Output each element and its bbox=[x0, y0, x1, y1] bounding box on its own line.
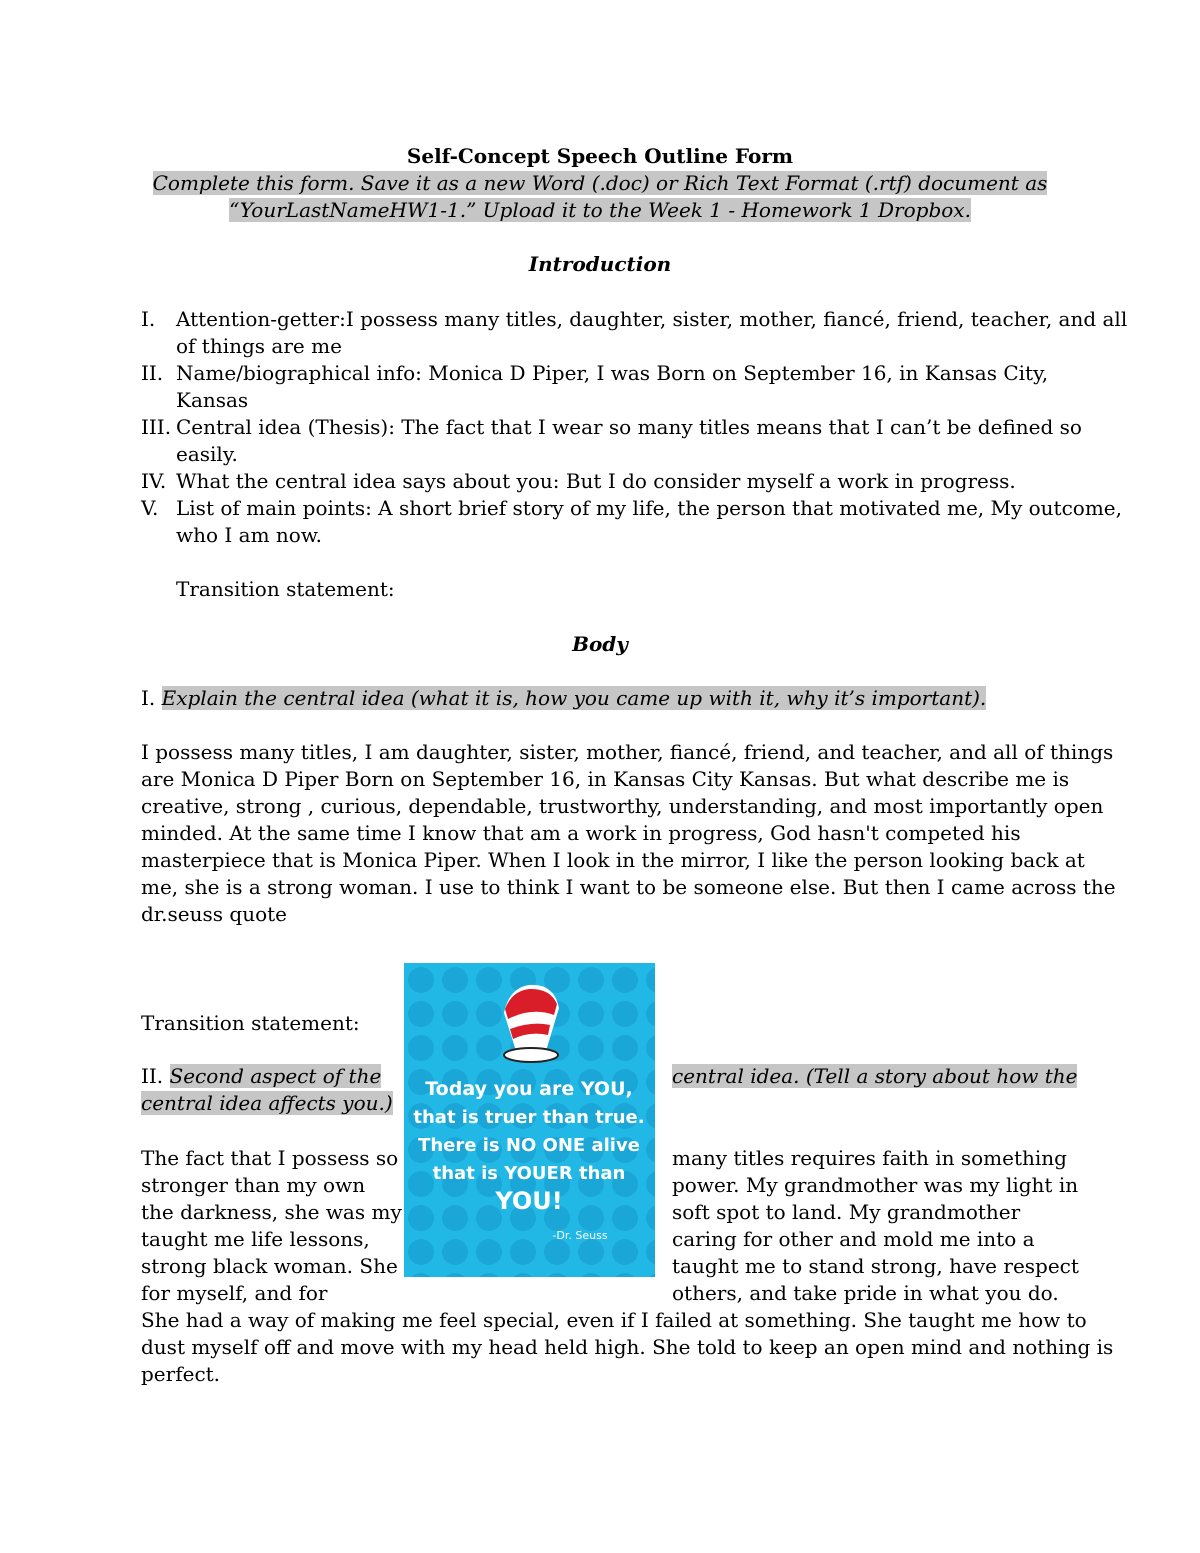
intro-item-number: II. bbox=[141, 361, 164, 385]
svg-text:that is YOUER than: that is YOUER than bbox=[432, 1163, 626, 1184]
instructions-line-2: “YourLastNameHW1-1.” Upload it to the Week 1 - Homework 1 Dropbox. bbox=[229, 198, 971, 222]
paragraph-line-right: caring for other and mold me into a bbox=[672, 1227, 1035, 1251]
paragraph-line: I possess many titles, I am daughter, sister, mother, fiancé, friend, and teacher, and all of things bbox=[141, 740, 1114, 764]
svg-text:that is truer than true.: that is truer than true. bbox=[413, 1107, 645, 1128]
intro-item-text: Name/biographical info: Monica D Piper, I was Born on September 16, in Kansas City, bbox=[176, 361, 1049, 385]
intro-item-text: Kansas bbox=[176, 388, 249, 412]
paragraph-line: dr.seuss quote bbox=[141, 902, 287, 926]
paragraph-line: She had a way of making me feel special, even if I failed at something. She taught me how to bbox=[141, 1308, 1087, 1332]
intro-item-number: I. bbox=[141, 307, 156, 331]
body-point-1: I. Explain the central idea (what it is, how you came up with it, why it’s important). bbox=[141, 686, 987, 710]
intro-item-text: Central idea (Thesis): The fact that I wear so many titles means that I can’t be defined so bbox=[176, 415, 1082, 439]
paragraph-line-right: others, and take pride in what you do. bbox=[672, 1281, 1059, 1305]
paragraph-line: dust myself off and move with my head held high. She told to keep an open mind and nothing is bbox=[141, 1335, 1114, 1359]
body-point-2: II. Second aspect of the bbox=[141, 1064, 382, 1088]
body-transition-statement: Transition statement: bbox=[141, 1011, 360, 1035]
paragraph-line-right: taught me to stand strong, have respect bbox=[672, 1254, 1079, 1278]
dr-seuss-quote-image bbox=[404, 963, 655, 1277]
intro-item-number: V. bbox=[141, 496, 159, 520]
intro-item-text: of things are me bbox=[176, 334, 342, 358]
paragraph-line: perfect. bbox=[141, 1362, 221, 1386]
paragraph-line-left: strong black woman. She bbox=[141, 1254, 398, 1278]
instructions-line-1: Complete this form. Save it as a new Word (.doc) or Rich Text Format (.rtf) document as bbox=[152, 171, 1048, 195]
paragraph-line: creative, strong , curious, dependable, trustworthy, understanding, and most importantly open bbox=[141, 794, 1104, 818]
svg-text:Today you are YOU,: Today you are YOU, bbox=[425, 1078, 633, 1100]
paragraph-line-right: many titles requires faith in something bbox=[672, 1146, 1067, 1170]
paragraph-line-left: The fact that I possess so bbox=[141, 1146, 399, 1170]
intro-item-text: What the central idea says about you: But I do consider myself a work in progress. bbox=[176, 469, 1016, 493]
body-point-2-line-2: central idea affects you.) bbox=[141, 1091, 393, 1115]
svg-text:-Dr. Seuss: -Dr. Seuss bbox=[552, 1229, 608, 1242]
body-point-2-prompt-left: Second aspect of the bbox=[169, 1064, 382, 1088]
intro-item-text: Attention-getter:I possess many titles, daughter, sister, mother, fiancé, friend, teacher, and all bbox=[176, 307, 1128, 331]
paragraph-line-right: power. My grandmother was my light in bbox=[672, 1173, 1079, 1197]
page-title: Self-Concept Speech Outline Form bbox=[406, 144, 794, 168]
body-point-2-prompt-right: central idea. (Tell a story about how the bbox=[672, 1064, 1078, 1088]
body-point-2-right bbox=[672, 1063, 1077, 1090]
body-heading: Body bbox=[572, 632, 628, 656]
cat-in-the-hat-icon bbox=[504, 985, 559, 1062]
intro-item-text: who I am now. bbox=[176, 523, 322, 547]
intro-item-text: easily. bbox=[176, 442, 238, 466]
paragraph-line: are Monica D Piper Born on September 16, in Kansas City Kansas. But what describe me is bbox=[141, 767, 1070, 791]
paragraph-line: minded. At the same time I know that am a work in progress, God hasn't competed his bbox=[141, 821, 1021, 845]
intro-item-number: IV. bbox=[141, 469, 167, 493]
intro-item-number: III. bbox=[141, 415, 172, 439]
svg-text:There is NO ONE alive: There is NO ONE alive bbox=[418, 1135, 640, 1156]
paragraph-line-right: soft spot to land. My grandmother bbox=[672, 1200, 1021, 1224]
svg-text:YOU!: YOU! bbox=[495, 1187, 563, 1215]
paragraph-line-left: the darkness, she was my bbox=[141, 1200, 402, 1224]
paragraph-line-left: for myself, and for bbox=[141, 1281, 328, 1305]
quote-image-graphic bbox=[404, 963, 655, 1277]
intro-item-text: List of main points: A short brief story of my life, the person that motivated me, My outcome, bbox=[176, 496, 1122, 520]
paragraph-line: me, she is a strong woman. I use to think I want to be someone else. But then I came across the bbox=[141, 875, 1116, 899]
introduction-heading: Introduction bbox=[528, 252, 672, 276]
paragraph-line: masterpiece that is Monica Piper. When I look in the mirror, I like the person looking back at bbox=[141, 848, 1085, 872]
body-point-1-prompt: Explain the central idea (what it is, how you came up with it, why it’s important). bbox=[161, 686, 987, 710]
paragraph-line-left: stronger than my own bbox=[141, 1173, 366, 1197]
paragraph-line-left: taught me life lessons, bbox=[141, 1227, 370, 1251]
intro-transition-statement: Transition statement: bbox=[176, 577, 395, 601]
